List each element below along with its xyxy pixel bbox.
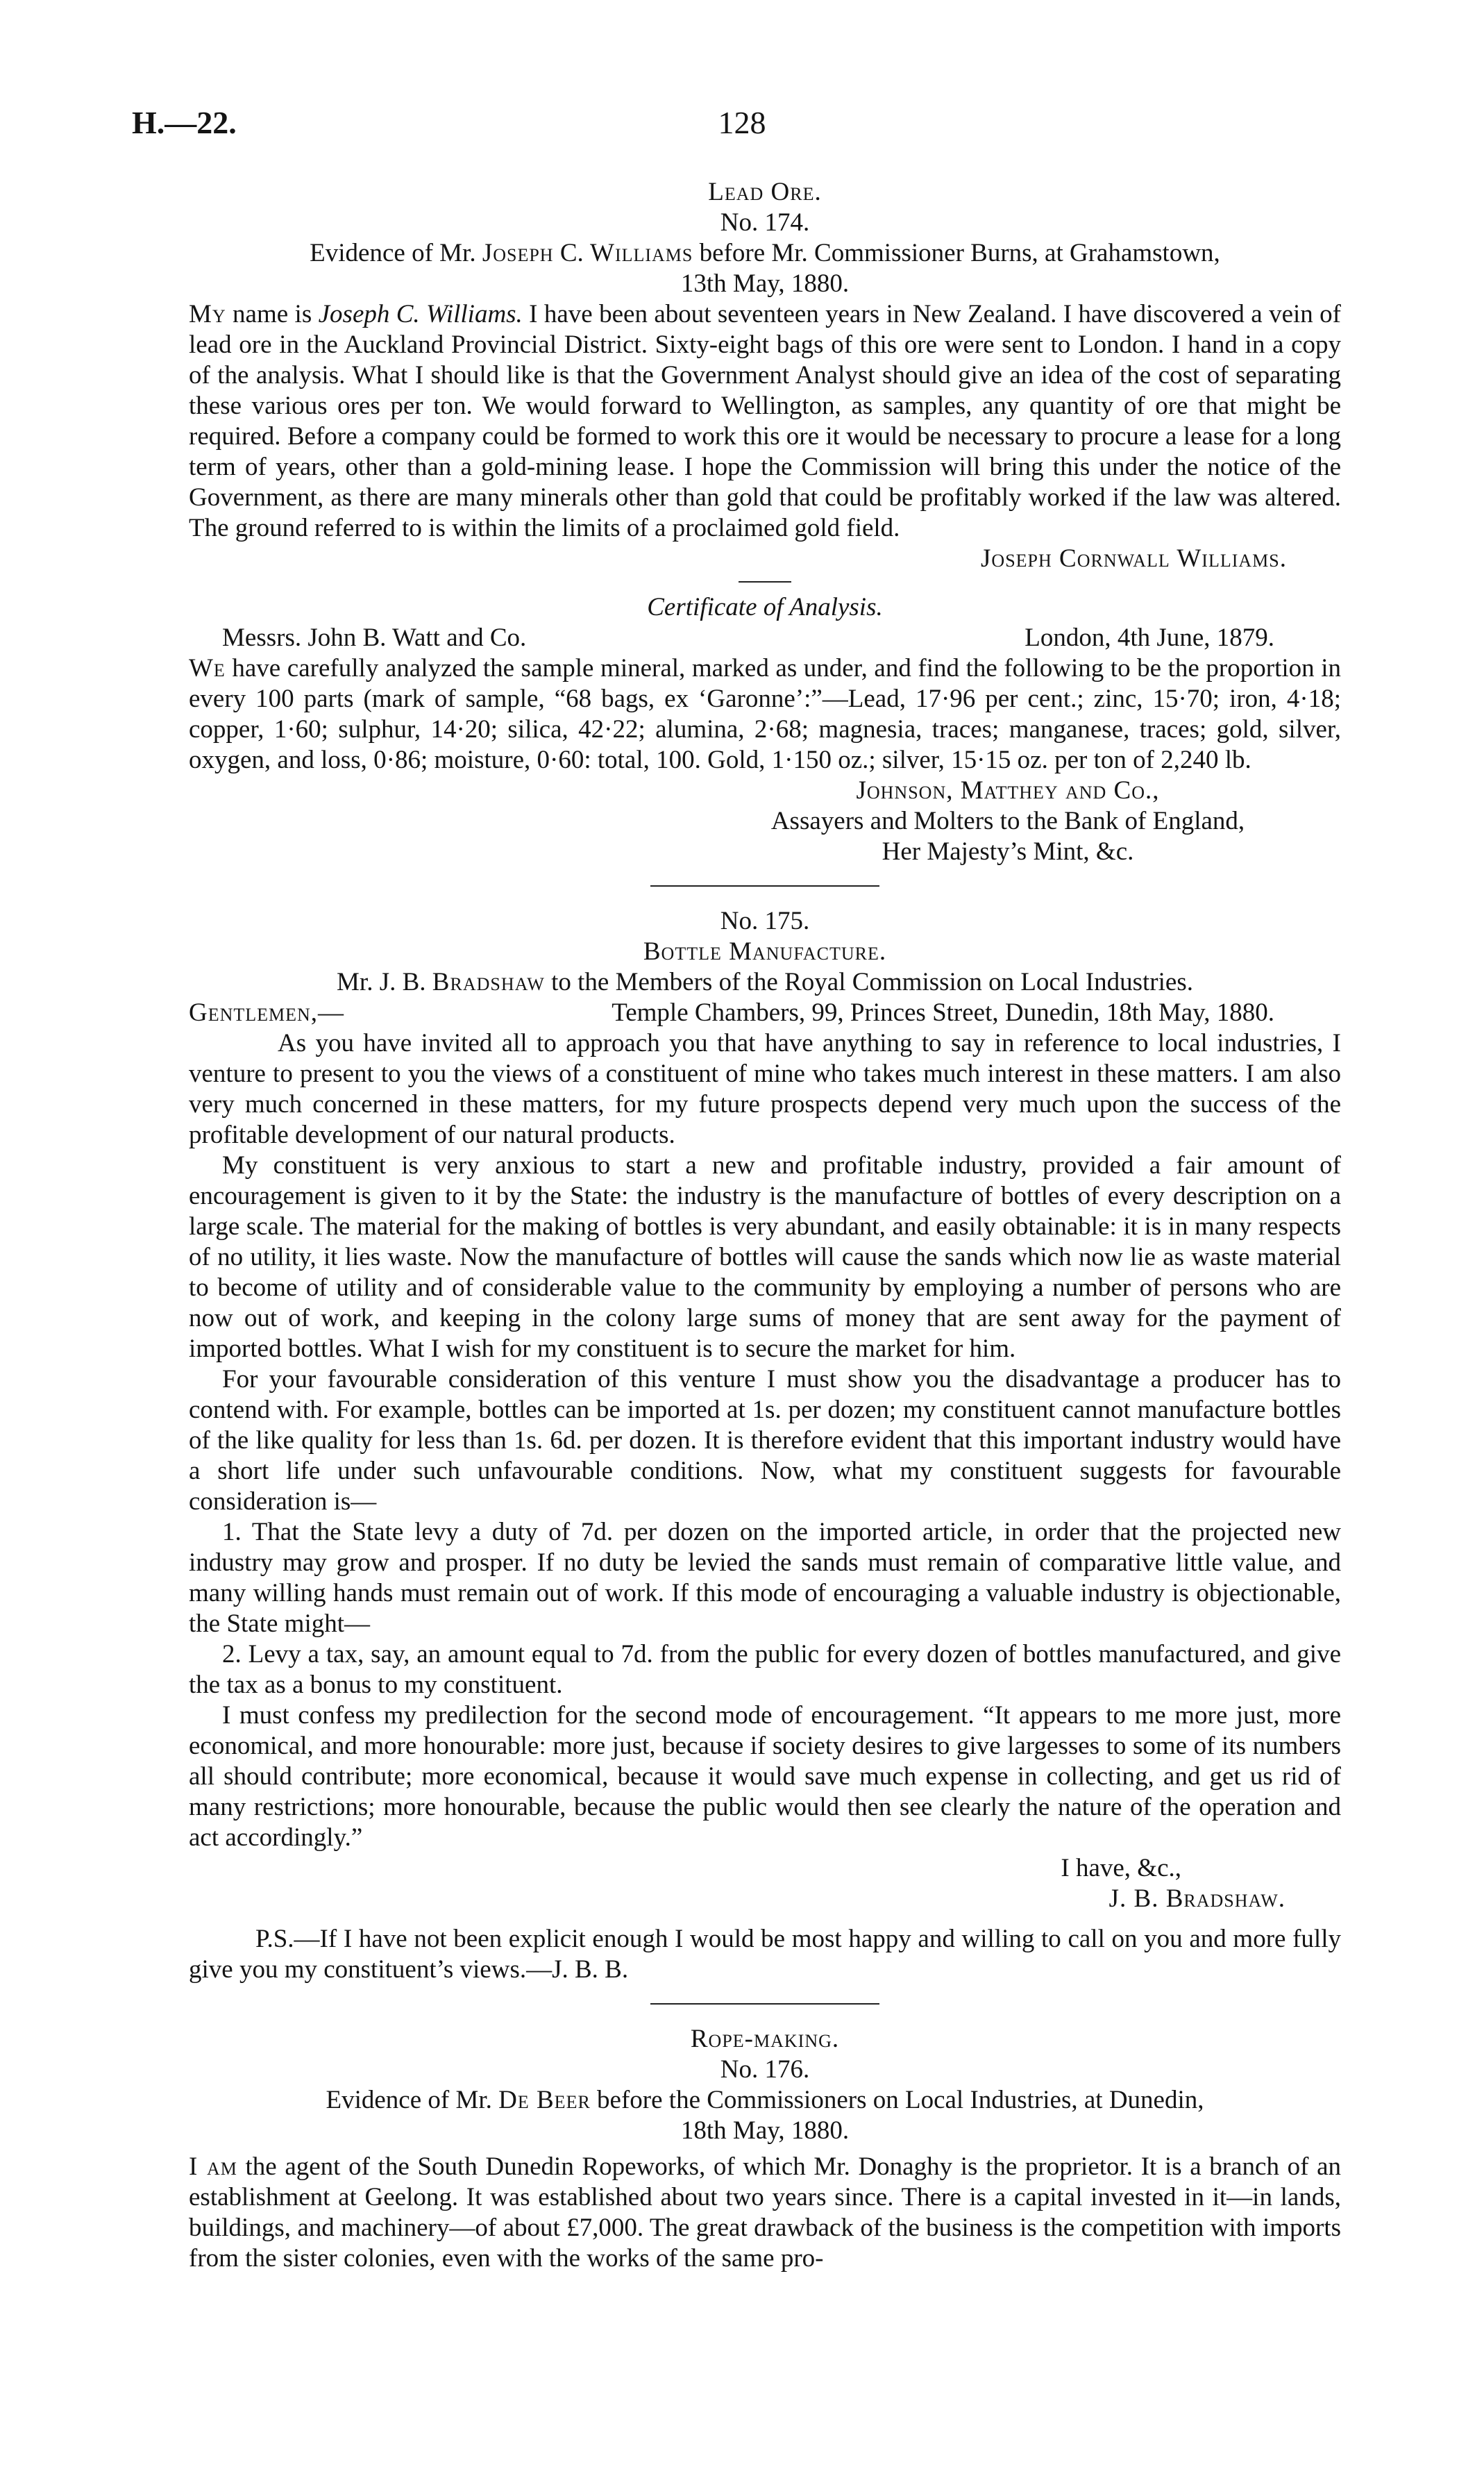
letter-salutation-row bbox=[189, 998, 1341, 1028]
certificate-address-row bbox=[189, 623, 1341, 653]
signature-williams: Joseph Cornwall Williams. bbox=[981, 544, 1287, 573]
document-reference: H.—22. bbox=[132, 105, 237, 140]
certificate-title: Certificate of Analysis. bbox=[647, 593, 883, 621]
evidence-paragraph-176: I am the agent of the South Dunedin Ropeworks, of which Mr. Donaghy is the proprietor. It is a branch of an establishment at Geelong. It was established about two years since. There is a capital invested in it—in lands, buildings, and machinery—of about £7,000. The great drawback of the business is the competition with imports from the sister colonies, even with the works of the same pro- bbox=[189, 2152, 1341, 2273]
page-header bbox=[132, 104, 1352, 153]
letter-paragraph-5: 2. Levy a tax, say, an amount equal to 7d. from the public for every dozen of bottles manufactured, and give the tax as a bonus to my constituent. bbox=[189, 1640, 1341, 1699]
signature-johnson-matthey: Johnson, Matthey and Co., bbox=[856, 776, 1160, 805]
divider-long-1 bbox=[650, 885, 879, 887]
signature-title-1: Assayers and Molters to the Bank of England, bbox=[770, 807, 1245, 835]
section-title-bottle-manufacture: Bottle Manufacture. bbox=[643, 937, 887, 966]
letter-paragraph-3: For your favourable consideration of this venture I must show you the disadvantage a producer has to contend with. For example, bottles can be imported at 1s. per dozen; my constituent cannot manufacture bottles of the like quality for less than 1s. 6d. per dozen. It is therefore evident that this important industry would have a short life under such unfavourable conditions. Now, what my constituent suggests for favourable consideration is— bbox=[189, 1365, 1341, 1516]
item-number-174: No. 174. bbox=[720, 208, 810, 237]
letter-postscript: P.S.—If I have not been explicit enough I would be most happy and willing to call on you and more fully give you my constituent’s views.—J. B. B. bbox=[189, 1925, 1341, 1984]
certificate-addressee: Messrs. John B. Watt and Co. bbox=[222, 624, 527, 652]
evidence-paragraph-174: My name is Joseph C. Williams. I have been about seventeen years in New Zealand. I have discovered a vein of lead ore in the Auckland Provincial District. Sixty-eight bags of this ore were sent to London. I hand in a copy of the analysis. What I should like is that the Government Analyst should give an idea of the cost of separating these various ores per ton. We would forward to Wellington, as samples, any quantity of ore that might be required. Before a company could be formed to work this ore it would be necessary to procure a lease for a long term of years, other than a gold-mining lease. I hope the Commission will bring this under the notice of the Government, as there are many minerals other than gold that could be profitably worked if the law was altered. The ground referred to is within the limits of a proclaimed gold field. bbox=[189, 300, 1341, 542]
signature-bradshaw: J. B. Bradshaw. bbox=[1108, 1884, 1285, 1913]
evidence-date-174: 13th May, 1880. bbox=[680, 269, 850, 298]
divider-short bbox=[739, 581, 791, 583]
divider-long-2 bbox=[650, 2003, 879, 2005]
letter-paragraph-2: My constituent is very anxious to start a new and profitable industry, provided a fair amount of encouragement is given to it by the State: the industry is the manufacture of bottles of every description on a large scale. The material for the making of bottles is very abundant, and easily obtainable: it is in many respects of no utility, it lies waste. Now the manufacture of bottles will cause the sands which now lie as waste material to become of utility and of considerable value to the community by employing a number of persons who are now out of work, and keeping in the colony large sums of money that are sent away for the payment of imported bottles. What I wish for my constituent is to secure the market for him. bbox=[189, 1151, 1341, 1363]
certificate-signature bbox=[737, 776, 1279, 867]
letter-heading-175: Mr. J. B. Bradshaw to the Members of the Royal Commission on Local Industries. bbox=[337, 968, 1193, 996]
evidence-heading-176: Evidence of Mr. De Beer before the Commissioners on Local Industries, at Dunedin, bbox=[326, 2086, 1204, 2114]
signature-title-2: Her Majesty’s Mint, &c. bbox=[882, 837, 1134, 866]
section-title-rope-making: Rope-making. bbox=[690, 2025, 840, 2053]
letter-paragraph-4: 1. That the State levy a duty of 7d. per dozen on the imported article, in order that the projected new industry may grow and prosper. If no duty be levied the sands must remain of comparative little value, and many willing hands must remain out of work. If this mode of encouraging a valuable industry is objectionable, the State might— bbox=[189, 1518, 1341, 1638]
item-number-175: No. 175. bbox=[720, 907, 810, 935]
letter-paragraph-1: As you have invited all to approach you that have anything to say in reference to local industries, I venture to present to you the views of a constituent of mine who takes much interest in these matters. I am also very much concerned in these matters, for my future prospects depend very much upon the success of the profitable development of our natural products. bbox=[189, 1029, 1341, 1149]
page-number: 128 bbox=[718, 105, 766, 140]
letter-address: Temple Chambers, 99, Princes Street, Dunedin, 18th May, 1880. bbox=[612, 998, 1274, 1027]
section-title-lead-ore: Lead Ore. bbox=[708, 178, 822, 206]
letter-closing: I have, &c., bbox=[1061, 1854, 1181, 1882]
item-number-176: No. 176. bbox=[720, 2055, 810, 2084]
page-content bbox=[189, 177, 1341, 2274]
evidence-date-176: 18th May, 1880. bbox=[680, 2116, 850, 2145]
certificate-place-date: London, 4th June, 1879. bbox=[1025, 624, 1274, 652]
letter-paragraph-6: I must confess my predilection for the second mode of encouragement. “It appears to me more just, more economical, and more honourable: more just, because if society desires to give largesses to some of its numbers all should contribute; more economical, because it would save much expense in collecting, and get us rid of many restrictions; more honourable, because the public would then see clearly the nature of the operation and act accordingly.” bbox=[189, 1701, 1341, 1852]
certificate-body: We have carefully analyzed the sample mineral, marked as under, and find the following to be the proportion in every 100 parts (mark of sample, “68 bags, ex ‘Garonne’:”—Lead, 17·96 per cent.; zinc, 15·70; iron, 4·18; copper, 1·60; sulphur, 14·20; silica, 42·22; alumina, 2·68; magnesia, traces; manganese, traces; gold, silver, oxygen, and loss, 0·86; moisture, 0·60: total, 100. Gold, 1·150 oz.; silver, 15·15 oz. per ton of 2,240 lb. bbox=[189, 654, 1341, 774]
evidence-heading-174: Evidence of Mr. Joseph C. Williams before Mr. Commissioner Burns, at Grahamstown, bbox=[310, 239, 1220, 267]
letter-salutation: Gentlemen,— bbox=[189, 998, 345, 1027]
